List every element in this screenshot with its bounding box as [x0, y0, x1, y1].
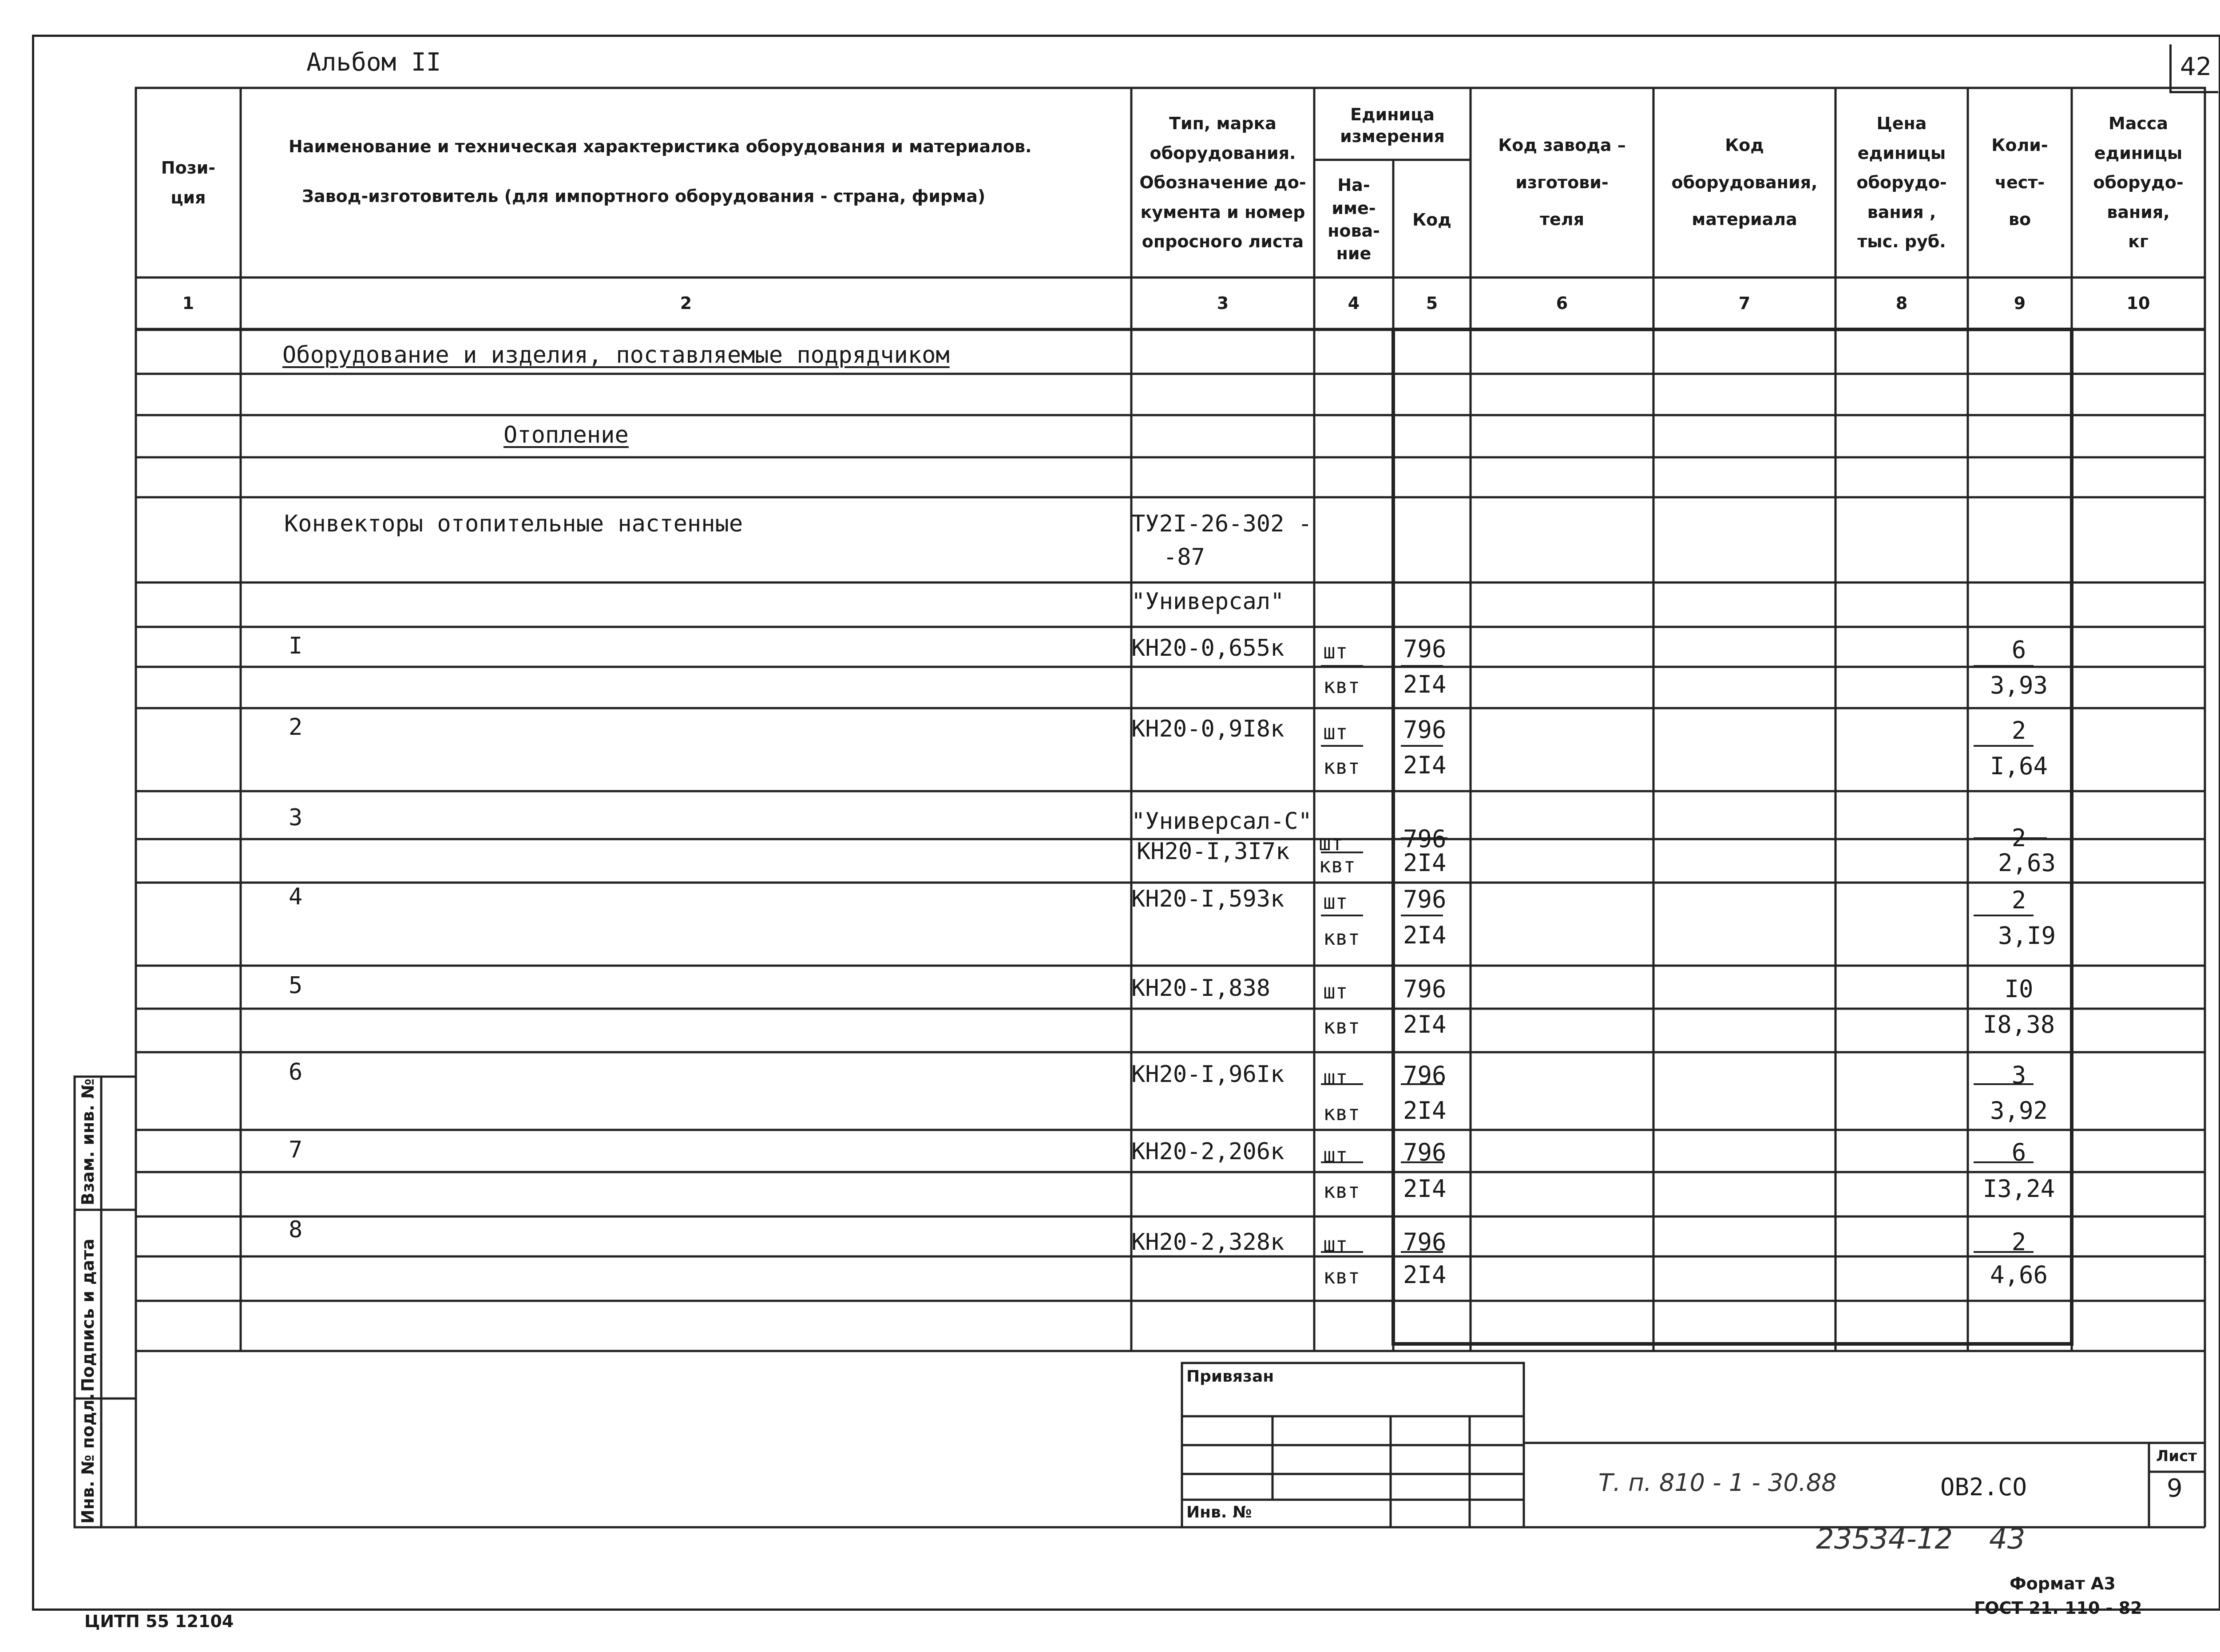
- row-code2: 2I4: [1403, 1261, 1447, 1289]
- row-unit1: шт: [1323, 979, 1348, 1003]
- item-doc-line2: -87: [1163, 544, 1205, 570]
- stamp-sheet-label: Лист: [2156, 1447, 2197, 1465]
- row-unit1: шт: [1323, 890, 1348, 914]
- column-number: 7: [1738, 293, 1751, 313]
- row-unit1: шт: [1323, 1066, 1348, 1089]
- row-position: 3: [289, 804, 303, 831]
- header-factory-code: Код завода – изготови- теля: [1498, 135, 1626, 230]
- header-unit: Единица измерения: [1340, 104, 1445, 146]
- row-qty2: I3,24: [1982, 1175, 2055, 1203]
- item-doc-line1: ТУ2I-26-302 -: [1131, 511, 1312, 537]
- row-qty2: I,64: [1990, 752, 2048, 780]
- row-position: 8: [289, 1216, 303, 1243]
- row-mark: КН20-I,838: [1131, 975, 1271, 1002]
- header-quantity: Коли- чест- во: [1991, 135, 2048, 230]
- row-code2: 2I4: [1403, 1175, 1447, 1203]
- page-number: 42: [2180, 52, 2212, 81]
- column-number: 6: [1556, 293, 1568, 313]
- row-qty1: 2: [2011, 1228, 2026, 1256]
- row-qty1: 2: [2011, 886, 2026, 914]
- row-code1: 796: [1403, 716, 1447, 744]
- row-unit2: квт: [1323, 1179, 1360, 1203]
- column-number: 4: [1348, 293, 1360, 313]
- row-position: 6: [289, 1059, 303, 1085]
- row-position: 7: [289, 1137, 303, 1163]
- stamp-format: Формат А3: [2010, 1574, 2116, 1593]
- item-title: Конвекторы отопительные настенные: [284, 511, 743, 537]
- row-unit2: квт: [1323, 1014, 1360, 1038]
- header-name-line2: Завод-изготовитель (для импортного оборудования - страна, фирма): [302, 186, 986, 206]
- row-qty2: 3,93: [1990, 671, 2048, 699]
- column-number: 10: [2126, 293, 2150, 313]
- stamp-privyazan: Привязан: [1186, 1367, 1274, 1386]
- stamp-sheet-number: 9: [2167, 1474, 2183, 1503]
- row-code2: 2I4: [1403, 849, 1447, 877]
- column-number: 3: [1217, 293, 1229, 313]
- row-mark: КН20-2,206к: [1131, 1138, 1284, 1165]
- section-title: Оборудование и изделия, поставляемые подрядчиком: [282, 342, 950, 368]
- item-series: "Универсал": [1131, 588, 1284, 615]
- side-label-podpis: Подпись и дата: [78, 1238, 98, 1392]
- row-code1: 796: [1403, 825, 1447, 853]
- row-code1: 796: [1403, 1228, 1447, 1256]
- stamp-inv-no: Инв. №: [1186, 1503, 1252, 1521]
- row-code2: 2I4: [1403, 1010, 1447, 1038]
- row-qty2: 3,92: [1990, 1097, 2048, 1125]
- row-qty1: 2: [2011, 717, 2026, 745]
- header-name-line1: Наименование и техническая характеристика оборудования и материалов.: [289, 137, 1032, 156]
- row-qty2: 4,66: [1990, 1261, 2048, 1289]
- row-unit1: шт: [1319, 831, 1344, 855]
- row-unit2: квт: [1319, 853, 1356, 877]
- header-mass: Масса единицы оборудо- вания, кг: [2093, 114, 2184, 252]
- header-unit-code: Код: [1412, 210, 1451, 230]
- row-unit1: шт: [1323, 1232, 1348, 1256]
- row-mark: КН20-I,593к: [1131, 886, 1284, 912]
- row-position: 2: [289, 714, 303, 741]
- stamp-designation: Т. п. 810 - 1 - 30.88: [1598, 1469, 1837, 1497]
- row-code1: 796: [1403, 635, 1447, 663]
- row-unit2: квт: [1323, 1101, 1360, 1125]
- row-qty1: 2: [2011, 824, 2026, 852]
- row-code2: 2I4: [1403, 921, 1447, 949]
- row-unit1: шт: [1323, 1143, 1348, 1167]
- row-position: 5: [289, 972, 303, 999]
- row-code2: 2I4: [1403, 670, 1447, 698]
- item-series-c: "Универсал-С": [1131, 808, 1312, 835]
- stamp-code: ОВ2.СО: [1940, 1473, 2027, 1501]
- row-qty2: 3,I9: [1998, 922, 2056, 950]
- header-type-mark: Тип, марка оборудования. Обозначение до- кумента и номер опросного листа: [1139, 114, 1306, 252]
- stamp-archive-number: 23534-12: [1816, 1523, 1953, 1556]
- row-mark: КН20-2,328к: [1131, 1229, 1284, 1256]
- album-title: Альбом II: [306, 48, 441, 77]
- column-number: 8: [1895, 293, 1908, 313]
- header-position: Пози- ция: [161, 158, 216, 207]
- row-position: 4: [289, 883, 303, 910]
- row-mark: КН20-I,3I7к: [1137, 838, 1290, 865]
- row-qty1: 3: [2011, 1061, 2026, 1089]
- stamp-gost: ГОСТ 21. 110 - 82: [1974, 1598, 2142, 1618]
- row-qty2: I8,38: [1982, 1010, 2055, 1038]
- row-code2: 2I4: [1403, 751, 1447, 779]
- row-qty1: 6: [2011, 1138, 2026, 1166]
- row-unit1: шт: [1323, 639, 1348, 663]
- column-number: 2: [680, 293, 692, 313]
- header-price: Цена единицы оборудо- вания , тыс. руб.: [1856, 114, 1947, 252]
- row-unit2: квт: [1323, 926, 1360, 950]
- row-qty1: I0: [2004, 975, 2034, 1003]
- row-unit2: квт: [1323, 674, 1360, 698]
- row-unit2: квт: [1323, 1264, 1360, 1288]
- stamp-publisher: ЦИТП 55 12104: [84, 1612, 234, 1631]
- row-mark: КН20-0,9I8к: [1131, 716, 1284, 742]
- header-unit-name: На- име- нова- ние: [1328, 175, 1380, 264]
- row-qty1: 6: [2011, 636, 2026, 664]
- column-number: 9: [2014, 293, 2026, 313]
- row-unit2: квт: [1323, 755, 1360, 779]
- stamp-archive-sheet: 43: [1989, 1523, 2026, 1556]
- row-code1: 796: [1403, 975, 1447, 1003]
- side-label-inv-podl: Инв. № подл.: [78, 1393, 98, 1524]
- row-code1: 796: [1403, 1061, 1447, 1089]
- row-code1: 796: [1403, 1138, 1447, 1166]
- row-unit1: шт: [1323, 720, 1348, 744]
- row-mark: КН20-I,96Iк: [1131, 1061, 1284, 1088]
- column-number: 5: [1426, 293, 1438, 313]
- subsection-title: Отопление: [503, 422, 629, 448]
- side-label-vzam: Взам. инв. №: [78, 1078, 98, 1205]
- header-equipment-code: Код оборудования, материала: [1671, 135, 1818, 230]
- row-code2: 2I4: [1403, 1097, 1447, 1125]
- row-code1: 796: [1403, 885, 1447, 913]
- column-number: 1: [182, 293, 194, 313]
- row-mark: КН20-0,655к: [1131, 635, 1284, 662]
- row-position: I: [289, 633, 303, 659]
- row-qty2: 2,63: [1998, 849, 2056, 877]
